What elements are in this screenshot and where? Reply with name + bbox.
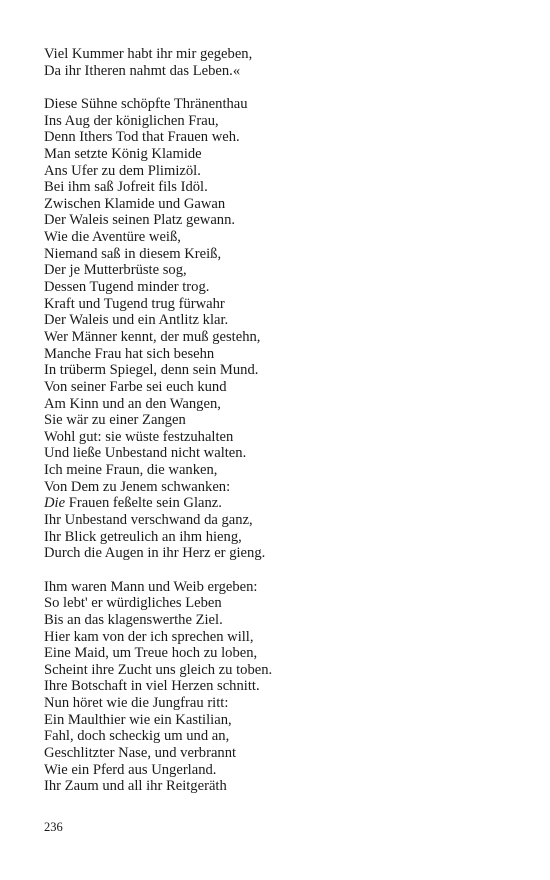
verse-line: Dessen Tugend minder trog. bbox=[44, 279, 210, 296]
stanza bbox=[44, 96, 514, 562]
verse-line: Man setzte König Klamide bbox=[44, 145, 202, 162]
verse-line: Und ließe Unbestand nicht walten. bbox=[44, 445, 247, 462]
verse-line: Wohl gut: sie wüste festzuhalten bbox=[44, 428, 234, 445]
verse-line: Ihm waren Mann und Weib ergeben: bbox=[44, 578, 258, 595]
verse-line bbox=[44, 495, 514, 512]
verse-line: Fahl, doch scheckig um und an, bbox=[44, 728, 230, 745]
page-number: 236 bbox=[44, 820, 63, 834]
verse-line: Wie die Aventüre weiß, bbox=[44, 229, 181, 246]
verse-line: Diese Sühne schöpfte Thränenthau bbox=[44, 95, 248, 112]
verse-line: Denn Ithers Tod that Frauen weh. bbox=[44, 129, 240, 146]
verse-line-rest: Frauen feßelte sein Glanz. bbox=[65, 495, 222, 512]
verse-line: Ich meine Fraun, die wanken, bbox=[44, 462, 218, 479]
verse-line: Am Kinn und an den Wangen, bbox=[44, 395, 221, 412]
verse-line: Wie ein Pferd aus Ungerland. bbox=[44, 761, 217, 778]
verse-line: Geschlitzter Nase, und verbrannt bbox=[44, 745, 237, 761]
verse-line: Da ihr Itheren nahmt das Leben.« bbox=[44, 62, 241, 79]
verse-line: Hier kam von der ich sprechen will, bbox=[44, 628, 254, 645]
verse-line: Der Waleis und ein Antlitz klar. bbox=[44, 312, 229, 329]
verse-line: Kraft und Tugend trug fürwahr bbox=[44, 295, 225, 312]
verse-line: Manche Frau hat sich besehn bbox=[44, 345, 215, 362]
verse-line: In trüberm Spiegel, denn sein Mund. bbox=[44, 362, 259, 379]
verse-line: Bei ihm saß Jofreit fils Idöl. bbox=[44, 179, 208, 196]
verse-line: Viel Kummer habt ihr mir gegeben, bbox=[44, 46, 253, 62]
stanza bbox=[44, 579, 514, 795]
verse-line: Sie wär zu einer Zangen bbox=[44, 412, 186, 429]
verse-line: Zwischen Klamide und Gawan bbox=[44, 195, 226, 212]
verse-line: Durch die Augen in ihr Herz er gieng. bbox=[44, 545, 266, 562]
verse-line: Ans Ufer zu dem Plimizöl. bbox=[44, 162, 201, 179]
verse-line: Von seiner Farbe sei euch kund bbox=[44, 378, 227, 395]
verse-line: Eine Maid, um Treue hoch zu loben, bbox=[44, 645, 258, 662]
verse-line: Niemand saß in diesem Kreiß, bbox=[44, 245, 222, 262]
verse-line: Nun höret wie die Jungfrau ritt: bbox=[44, 695, 229, 712]
verse-line: Ins Aug der königlichen Frau, bbox=[44, 112, 219, 129]
verse-line: Wer Männer kennt, der muß gestehn, bbox=[44, 328, 261, 345]
italic-word: Die bbox=[44, 495, 66, 512]
verse-line: Scheint ihre Zucht uns gleich zu toben. bbox=[44, 661, 273, 678]
verse-line: Ein Maulthier wie ein Kastilian, bbox=[44, 711, 232, 728]
verse-line: Der je Mutterbrüste sog, bbox=[44, 262, 187, 279]
poem-text bbox=[44, 46, 514, 795]
stanza bbox=[44, 46, 514, 79]
verse-line: Ihr Blick getreulich an ihm hieng, bbox=[44, 528, 242, 545]
verse-line: Der Waleis seinen Platz gewann. bbox=[44, 212, 236, 229]
verse-line: Bis an das klagenswerthe Ziel. bbox=[44, 611, 223, 628]
verse-line: Ihre Botschaft in viel Herzen schnitt. bbox=[44, 678, 260, 695]
verse-line: Ihr Zaum und all ihr Reitgeräth bbox=[44, 778, 227, 795]
verse-line: So lebt' er würdigliches Leben bbox=[44, 595, 222, 612]
verse-line: Ihr Unbestand verschwand da ganz, bbox=[44, 511, 253, 528]
verse-line: Von Dem zu Jenem schwanken: bbox=[44, 478, 231, 495]
